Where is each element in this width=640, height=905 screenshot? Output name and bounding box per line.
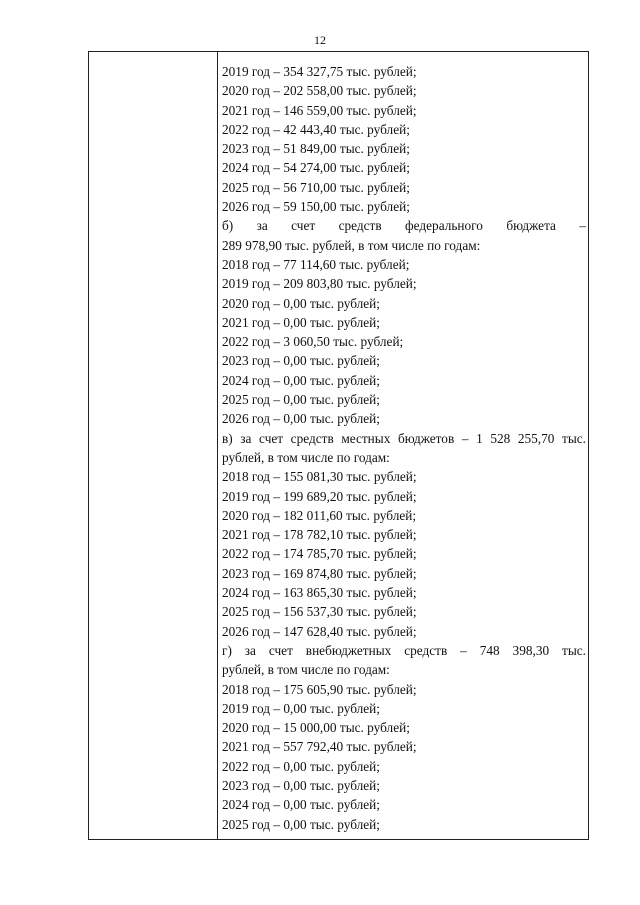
page-number: 12 [314,33,326,47]
column-divider [217,51,218,840]
text-line: 2022 год – 3 060,50 тыс. рублей; [222,334,404,350]
text-line: 2025 год – 0,00 тыс. рублей; [222,392,380,408]
text-line: 2024 год – 54 274,00 тыс. рублей; [222,160,410,176]
text-line: 2023 год – 0,00 тыс. рублей; [222,353,380,369]
text-line: 2018 год – 77 114,60 тыс. рублей; [222,256,410,272]
text-line: 2024 год – 0,00 тыс. рублей; [222,372,380,388]
text-line: 2018 год – 175 605,90 тыс. рублей; [222,681,417,697]
text-line: 2025 год – 156 537,30 тыс. рублей; [222,604,417,620]
text-line: 2025 год – 0,00 тыс. рублей; [222,816,380,832]
text-line: 2026 год – 147 628,40 тыс. рублей; [222,623,417,639]
text-line: 2022 год – 0,00 тыс. рублей; [222,758,380,774]
text-line: 2019 год – 199 689,20 тыс. рублей; [222,488,417,504]
text-line: 2023 год – 51 849,00 тыс. рублей; [222,141,410,157]
text-line: 2019 год – 0,00 тыс. рублей; [222,700,380,716]
text-line: 2019 год – 354 327,75 тыс. рублей; [222,64,417,79]
text-line: 2026 год – 59 150,00 тыс. рублей; [222,199,410,215]
text-line: 2020 год – 202 558,00 тыс. рублей; [222,83,417,99]
text-line: 2021 год – 557 792,40 тыс. рублей; [222,739,417,755]
text-line: 2019 год – 209 803,80 тыс. рублей; [222,276,417,292]
text-line: 2020 год – 0,00 тыс. рублей; [222,295,380,311]
text-line: рублей, в том числе по годам: [222,662,390,678]
text-line: 2018 год – 155 081,30 тыс. рублей; [222,469,417,485]
text-line: 2023 год – 169 874,80 тыс. рублей; [222,565,417,581]
text-line: в) за счет средств местных бюджетов – 1 528 255,70 тыс. [222,430,586,446]
text-line: 2022 год – 174 785,70 тыс. рублей; [222,546,417,562]
text-line: 2025 год – 56 710,00 тыс. рублей; [222,179,410,195]
text-line: б) за счет средств федерального бюджета – [222,218,586,234]
text-line: 2024 год – 163 865,30 тыс. рублей; [222,585,417,601]
text-line: 2020 год – 182 011,60 тыс. рублей; [222,507,417,523]
text-line: г) за счет внебюджетных средств – 748 398,30 тыс. [222,642,586,658]
text-line: 2021 год – 178 782,10 тыс. рублей; [222,527,417,543]
text-line: 289 978,90 тыс. рублей, в том числе по годам: [222,237,481,253]
text-line: рублей, в том числе по годам: [222,449,390,465]
funding-details-cell [222,62,586,834]
text-line: 2021 год – 146 559,00 тыс. рублей; [222,102,417,118]
text-line: 2021 год – 0,00 тыс. рублей; [222,314,380,330]
text-line: 2023 год – 0,00 тыс. рублей; [222,777,380,793]
text-line: 2026 год – 0,00 тыс. рублей; [222,411,380,427]
text-line: 2024 год – 0,00 тыс. рублей; [222,797,380,813]
text-line: 2022 год – 42 443,40 тыс. рублей; [222,121,410,137]
text-line: 2020 год – 15 000,00 тыс. рублей; [222,720,410,736]
